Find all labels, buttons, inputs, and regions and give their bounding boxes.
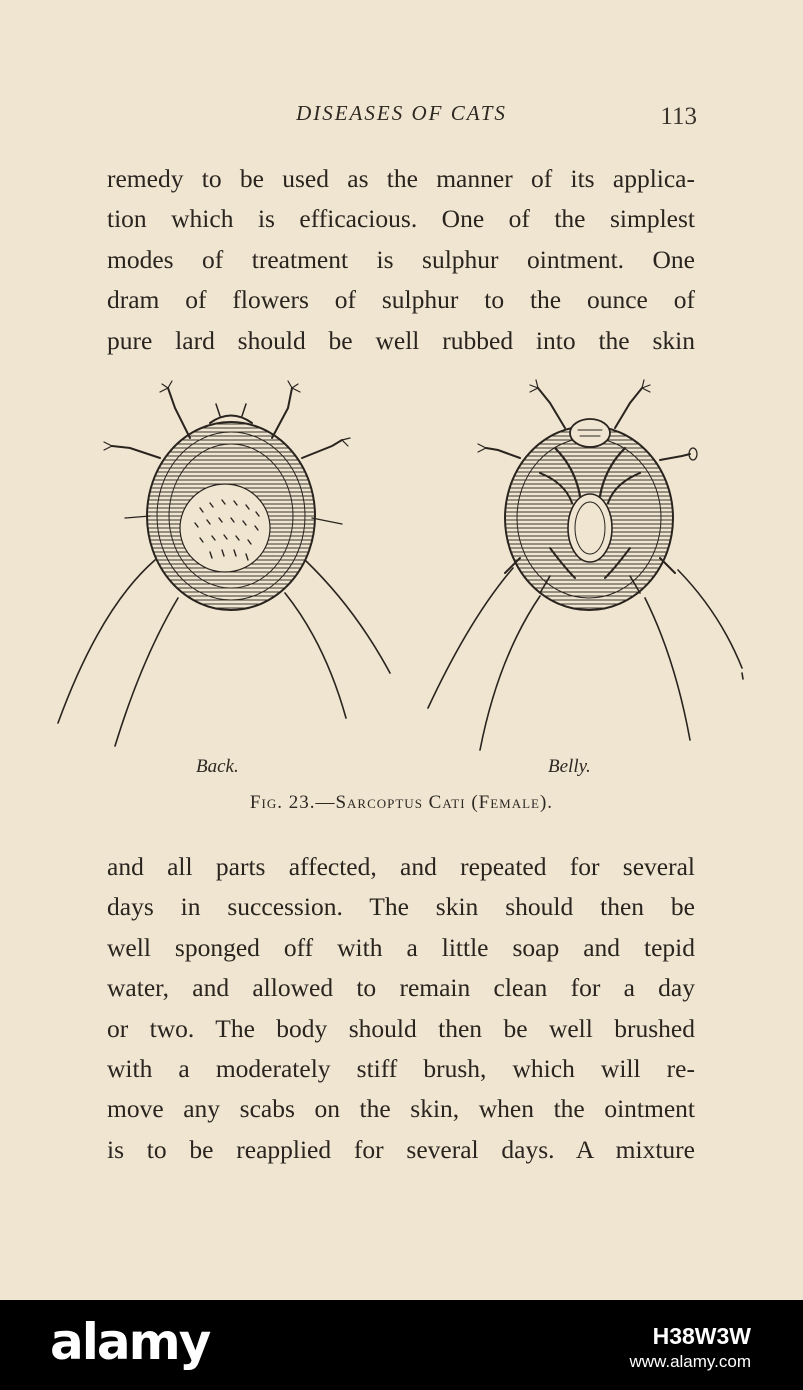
text-line: remedy to be used as the manner of its applica- <box>107 164 695 193</box>
paragraph-bottom <box>107 847 695 1170</box>
text-line: pure lard should be well rubbed into the skin <box>107 325 695 355</box>
text-line: tion which is efficacious. One of the simplest <box>107 204 695 234</box>
text-line: well sponged off with a little soap and tepid <box>107 932 695 962</box>
text-line: days in succession. The skin should then be <box>107 892 695 922</box>
watermark-url: www.alamy.com <box>629 1352 751 1371</box>
text-line: is to be reapplied for several days. A mixture <box>107 1134 695 1164</box>
text-line: with a moderately stiff brush, which will re- <box>107 1053 695 1083</box>
page-number: 113 <box>660 103 697 130</box>
text-line: dram of flowers of sulphur to the ounce of <box>107 285 695 315</box>
image-id: H38W3W <box>652 1323 751 1349</box>
mite-back-view <box>58 381 390 746</box>
text-line: or two. The body should then be well brushed <box>107 1013 695 1043</box>
alamy-logo: alamy <box>50 1313 210 1371</box>
figure-label-belly: Belly. <box>548 756 591 777</box>
text-line: water, and allowed to remain clean for a day <box>107 973 695 1003</box>
text-line: move any scabs on the skin, when the ointment <box>107 1094 695 1124</box>
mite-belly-view <box>428 380 743 750</box>
figure-label-back: Back. <box>196 756 239 777</box>
text-line: modes of treatment is sulphur ointment. One <box>107 244 695 274</box>
paragraph-top <box>107 159 695 361</box>
text-line: and all parts affected, and repeated for several <box>107 852 695 881</box>
mite-illustration <box>50 378 750 753</box>
figure-caption: Fig. 23.—Sarcoptus Cati (Female). <box>249 792 554 813</box>
running-header-title: DISEASES OF CATS <box>296 101 507 125</box>
